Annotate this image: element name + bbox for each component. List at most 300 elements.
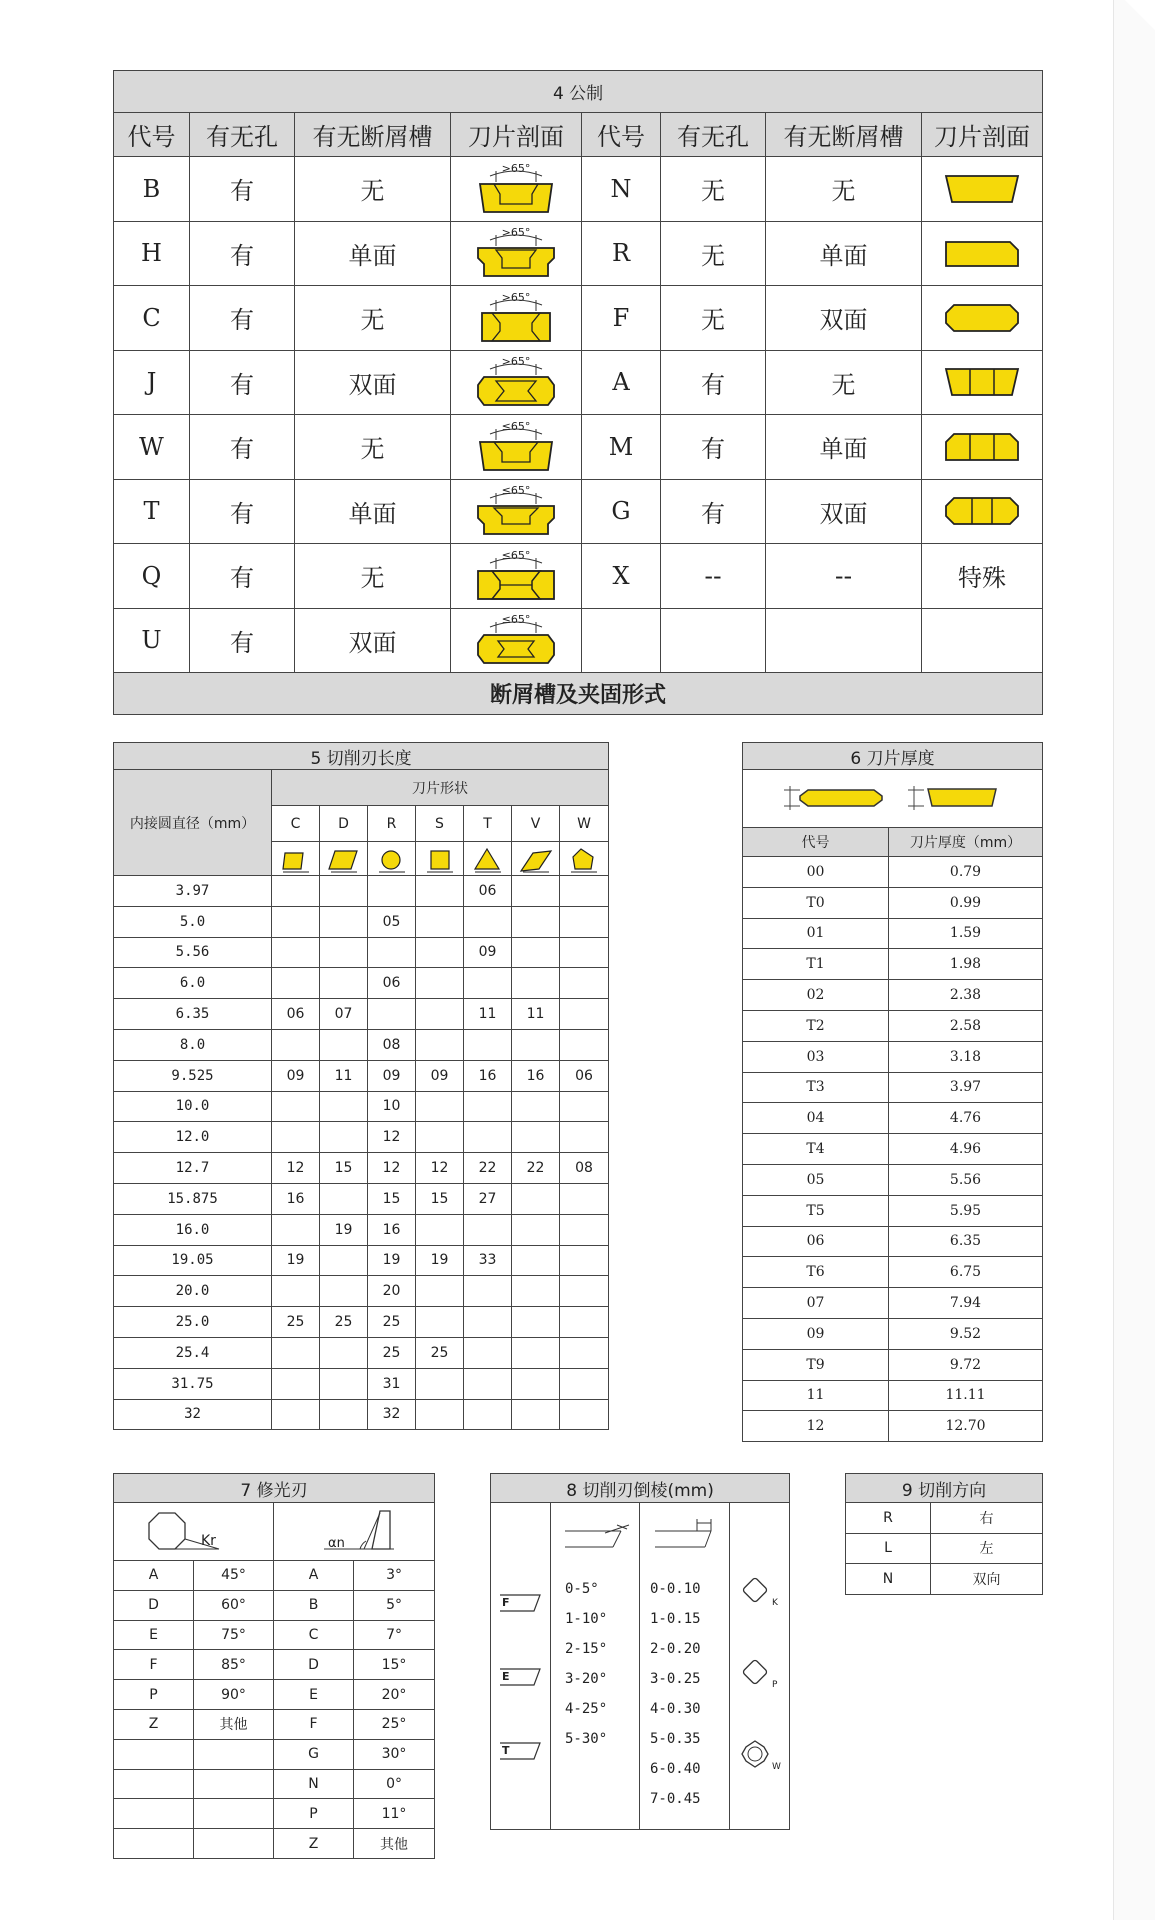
length-cell bbox=[320, 1399, 368, 1430]
length-cell: 33 bbox=[464, 1245, 512, 1276]
angle-cell: 20° bbox=[354, 1680, 435, 1710]
length-cell bbox=[464, 1399, 512, 1430]
angle-cell bbox=[194, 1769, 274, 1799]
length-cell: 09 bbox=[416, 1060, 464, 1091]
table-row bbox=[114, 1029, 609, 1060]
length-cell: 20 bbox=[368, 1276, 416, 1307]
thickness-code-cell: T3 bbox=[743, 1072, 889, 1103]
kr-diagram bbox=[114, 1503, 274, 1561]
length-cell bbox=[320, 1183, 368, 1214]
diameter-cell: 31.75 bbox=[114, 1368, 272, 1399]
table-row bbox=[743, 1226, 1043, 1257]
code-cell: Q bbox=[114, 544, 190, 609]
length-cell bbox=[560, 937, 609, 968]
length-cell bbox=[512, 876, 560, 907]
table-row bbox=[114, 1590, 435, 1620]
section-cell bbox=[451, 544, 582, 609]
length-cell bbox=[320, 906, 368, 937]
insert-profile-icon bbox=[940, 426, 1024, 468]
length-cell: 09 bbox=[464, 937, 512, 968]
thickness-code-cell: T6 bbox=[743, 1257, 889, 1288]
length-cell bbox=[560, 1368, 609, 1399]
hole-cell: 有 bbox=[661, 415, 766, 480]
hole-cell: 有 bbox=[661, 350, 766, 415]
length-cell bbox=[560, 1337, 609, 1368]
thickness-code-cell: 04 bbox=[743, 1103, 889, 1134]
length-cell bbox=[320, 1276, 368, 1307]
column-header: 有无断屑槽 bbox=[766, 113, 922, 157]
table-row bbox=[114, 1769, 435, 1799]
chamfer-types-column bbox=[491, 1503, 551, 1830]
thickness-value-cell: 4.96 bbox=[889, 1134, 1043, 1165]
table-row bbox=[114, 1561, 435, 1591]
table-row bbox=[743, 1380, 1043, 1411]
thickness-value-cell: 9.72 bbox=[889, 1349, 1043, 1380]
length-cell bbox=[272, 1368, 320, 1399]
shape-c-icon bbox=[279, 845, 313, 873]
hole-cell bbox=[661, 608, 766, 673]
shape-v-icon bbox=[519, 845, 553, 873]
length-cell: 16 bbox=[272, 1183, 320, 1214]
code-cell bbox=[114, 1829, 194, 1859]
direction-name-cell: 双向 bbox=[931, 1564, 1043, 1595]
length-cell: 19 bbox=[320, 1214, 368, 1245]
chamfer-angle-column bbox=[551, 1503, 640, 1830]
length-cell bbox=[416, 937, 464, 968]
table-row bbox=[114, 876, 609, 907]
hole-cell: 有 bbox=[190, 479, 295, 544]
length-cell: 16 bbox=[368, 1214, 416, 1245]
length-cell: 12 bbox=[272, 1153, 320, 1184]
code-header: 代号 bbox=[743, 828, 889, 857]
length-cell: 08 bbox=[560, 1153, 609, 1184]
angle-cell: 11° bbox=[354, 1799, 435, 1829]
table-row bbox=[114, 1709, 435, 1739]
length-cell: 06 bbox=[560, 1060, 609, 1091]
chamfer-width-item: 4-0.30 bbox=[650, 1701, 701, 1717]
thickness-value-cell: 2.38 bbox=[889, 980, 1043, 1011]
length-cell: 12 bbox=[416, 1153, 464, 1184]
table-row bbox=[114, 1091, 609, 1122]
table-row bbox=[846, 1503, 1043, 1534]
code-cell: F bbox=[114, 1650, 194, 1680]
thickness-code-cell: T2 bbox=[743, 1010, 889, 1041]
length-cell bbox=[272, 1122, 320, 1153]
chamfer-angle-item: 0-5° bbox=[565, 1581, 599, 1597]
code-cell: A bbox=[582, 350, 661, 415]
code-cell: D bbox=[114, 1590, 194, 1620]
thickness-code-cell: 09 bbox=[743, 1318, 889, 1349]
length-cell: 05 bbox=[368, 906, 416, 937]
thickness-value-cell: 1.98 bbox=[889, 949, 1043, 980]
corner-type-p bbox=[738, 1655, 782, 1699]
insert-profile-icon bbox=[940, 361, 1024, 403]
chipbreaker-cell: -- bbox=[766, 544, 922, 609]
chipbreaker-cell: 单面 bbox=[766, 221, 922, 286]
thickness-code-cell: 01 bbox=[743, 918, 889, 949]
thickness-diagram bbox=[743, 770, 1043, 828]
chipbreaker-cell: 双面 bbox=[766, 479, 922, 544]
thickness-code-cell: T5 bbox=[743, 1195, 889, 1226]
shape-r-icon bbox=[375, 845, 409, 873]
thickness-value-cell: 5.95 bbox=[889, 1195, 1043, 1226]
angle-cell: 15° bbox=[354, 1650, 435, 1680]
column-header: 代号 bbox=[582, 113, 661, 157]
table-row bbox=[743, 1041, 1043, 1072]
thickness-value-cell: 11.11 bbox=[889, 1380, 1043, 1411]
table-5-title: 5 切削刃长度 bbox=[114, 743, 609, 770]
length-cell bbox=[560, 1245, 609, 1276]
shape-c-icon bbox=[272, 842, 320, 876]
table-row bbox=[114, 1276, 609, 1307]
table-row bbox=[114, 286, 1043, 351]
shape-letter-w: W bbox=[560, 806, 609, 842]
chipbreaker-cell: 单面 bbox=[766, 415, 922, 480]
angle-diagram-icon bbox=[555, 1511, 635, 1561]
code-cell: X bbox=[582, 544, 661, 609]
hole-cell: 有 bbox=[190, 415, 295, 480]
chipbreaker-cell: 无 bbox=[295, 544, 451, 609]
thickness-code-cell: 06 bbox=[743, 1226, 889, 1257]
length-cell bbox=[464, 1337, 512, 1368]
table-6-insert-thickness bbox=[742, 742, 1043, 1442]
insert-profile-icon bbox=[940, 232, 1024, 274]
shape-v-icon bbox=[512, 842, 560, 876]
code-cell: F bbox=[274, 1709, 354, 1739]
diameter-cell: 6.0 bbox=[114, 968, 272, 999]
section-cell bbox=[451, 221, 582, 286]
table-row bbox=[743, 1103, 1043, 1134]
table-row bbox=[114, 1060, 609, 1091]
profile-cell bbox=[922, 415, 1043, 480]
insert-profile-icon bbox=[940, 168, 1024, 210]
direction-code-cell: L bbox=[846, 1533, 931, 1564]
table-row bbox=[114, 608, 1043, 673]
thickness-code-cell: 05 bbox=[743, 1164, 889, 1195]
length-cell bbox=[464, 1214, 512, 1245]
profile-cell bbox=[922, 286, 1043, 351]
column-header: 刀片剖面 bbox=[922, 113, 1043, 157]
an-label: αn bbox=[328, 1535, 345, 1551]
length-cell: 25 bbox=[416, 1337, 464, 1368]
chamfer-t-icon bbox=[498, 1739, 544, 1763]
angle-cell: 90° bbox=[194, 1680, 274, 1710]
length-cell bbox=[512, 1245, 560, 1276]
length-cell: 08 bbox=[368, 1029, 416, 1060]
inscribed-circle-header: 内接圆直径（mm） bbox=[114, 770, 272, 876]
shape-s-icon bbox=[416, 842, 464, 876]
hole-cell: 有 bbox=[661, 479, 766, 544]
length-cell: 11 bbox=[512, 999, 560, 1030]
width-diagram-icon bbox=[645, 1511, 725, 1561]
diameter-cell: 16.0 bbox=[114, 1214, 272, 1245]
table-row bbox=[743, 1349, 1043, 1380]
table-row bbox=[114, 1650, 435, 1680]
thickness-value-cell: 0.79 bbox=[889, 857, 1043, 888]
thickness-code-cell: 03 bbox=[743, 1041, 889, 1072]
table-row bbox=[114, 1245, 609, 1276]
code-cell bbox=[114, 1769, 194, 1799]
insert-profile-icon bbox=[940, 490, 1024, 532]
length-cell bbox=[560, 968, 609, 999]
diameter-cell: 20.0 bbox=[114, 1276, 272, 1307]
table-8-title: 8 切削刃倒棱(mm) bbox=[491, 1474, 790, 1503]
length-cell bbox=[416, 999, 464, 1030]
length-cell bbox=[512, 1091, 560, 1122]
length-cell: 06 bbox=[272, 999, 320, 1030]
table-row bbox=[743, 1411, 1043, 1442]
chamfer-width-item: 1-0.15 bbox=[650, 1611, 701, 1627]
length-cell bbox=[512, 1029, 560, 1060]
length-cell bbox=[416, 968, 464, 999]
code-cell: Z bbox=[114, 1709, 194, 1739]
length-cell: 25 bbox=[272, 1307, 320, 1338]
table-row bbox=[114, 221, 1043, 286]
octagon-kr-icon bbox=[139, 1505, 249, 1555]
table-row bbox=[114, 1799, 435, 1829]
thickness-code-cell: T4 bbox=[743, 1134, 889, 1165]
chamfer-type-t bbox=[498, 1739, 544, 1767]
code-cell bbox=[114, 1739, 194, 1769]
code-cell: J bbox=[114, 350, 190, 415]
length-cell bbox=[416, 1307, 464, 1338]
code-cell: P bbox=[114, 1680, 194, 1710]
table-row bbox=[114, 350, 1043, 415]
length-cell: 31 bbox=[368, 1368, 416, 1399]
length-cell bbox=[416, 906, 464, 937]
svg-text:F: F bbox=[501, 1596, 510, 1609]
profile-cell bbox=[922, 479, 1043, 544]
column-header: 有无断屑槽 bbox=[295, 113, 451, 157]
code-cell: N bbox=[274, 1769, 354, 1799]
table-row bbox=[114, 544, 1043, 609]
alpha-n-icon bbox=[294, 1505, 414, 1555]
chamfer-width-item: 0-0.10 bbox=[650, 1581, 701, 1597]
page-corner bbox=[1125, 0, 1155, 30]
angle-cell: 0° bbox=[354, 1769, 435, 1799]
thickness-code-cell: T1 bbox=[743, 949, 889, 980]
length-cell bbox=[560, 906, 609, 937]
table-row bbox=[114, 1214, 609, 1245]
length-cell: 25 bbox=[368, 1337, 416, 1368]
length-cell bbox=[416, 1399, 464, 1430]
thickness-value-cell: 7.94 bbox=[889, 1288, 1043, 1319]
table-row bbox=[114, 1337, 609, 1368]
thickness-code-cell: 12 bbox=[743, 1411, 889, 1442]
length-cell bbox=[272, 1399, 320, 1430]
shape-letter-t: T bbox=[464, 806, 512, 842]
length-cell: 16 bbox=[512, 1060, 560, 1091]
table-row bbox=[114, 906, 609, 937]
angle-label: ≤65° bbox=[501, 419, 531, 433]
direction-code-cell: N bbox=[846, 1564, 931, 1595]
code-cell: M bbox=[582, 415, 661, 480]
column-header: 代号 bbox=[114, 113, 190, 157]
table-row bbox=[846, 1533, 1043, 1564]
length-cell bbox=[416, 1122, 464, 1153]
table-row bbox=[114, 1183, 609, 1214]
table-row bbox=[114, 1620, 435, 1650]
section-cell bbox=[451, 479, 582, 544]
length-cell: 25 bbox=[368, 1307, 416, 1338]
code-cell: C bbox=[274, 1620, 354, 1650]
code-cell bbox=[582, 608, 661, 673]
length-cell bbox=[272, 906, 320, 937]
table-7-wiper-edge bbox=[113, 1473, 435, 1859]
shape-s-icon bbox=[423, 845, 457, 873]
hole-cell: 无 bbox=[661, 286, 766, 351]
diameter-cell: 32 bbox=[114, 1399, 272, 1430]
code-cell: D bbox=[274, 1650, 354, 1680]
svg-text:E: E bbox=[501, 1670, 510, 1683]
length-cell bbox=[416, 1029, 464, 1060]
angle-cell: 5° bbox=[354, 1590, 435, 1620]
chamfer-width-item: 3-0.25 bbox=[650, 1671, 701, 1687]
chamfer-f-icon bbox=[498, 1591, 544, 1615]
section-cell bbox=[451, 350, 582, 415]
code-cell: H bbox=[114, 221, 190, 286]
table-4-title: 4 公制 bbox=[114, 71, 1043, 113]
thickness-value-cell: 1.59 bbox=[889, 918, 1043, 949]
length-cell bbox=[512, 1214, 560, 1245]
angle-label: >65° bbox=[501, 226, 531, 240]
table-row bbox=[114, 999, 609, 1030]
chamfer-width-item: 2-0.20 bbox=[650, 1641, 701, 1657]
hole-cell: -- bbox=[661, 544, 766, 609]
section-cell bbox=[451, 157, 582, 222]
table-row bbox=[743, 1072, 1043, 1103]
insert-section-icon bbox=[468, 162, 564, 216]
table-row bbox=[114, 1122, 609, 1153]
length-cell bbox=[512, 1368, 560, 1399]
length-cell bbox=[272, 968, 320, 999]
table-row bbox=[743, 980, 1043, 1011]
length-cell bbox=[512, 937, 560, 968]
table-8-edge-chamfer bbox=[490, 1473, 790, 1830]
thickness-value-cell: 12.70 bbox=[889, 1411, 1043, 1442]
insert-section-icon bbox=[468, 420, 564, 474]
length-cell: 06 bbox=[464, 876, 512, 907]
corner-w-icon bbox=[738, 1737, 782, 1777]
chipbreaker-cell: 无 bbox=[295, 157, 451, 222]
length-cell bbox=[560, 876, 609, 907]
table-row bbox=[114, 479, 1043, 544]
hole-cell: 有 bbox=[190, 350, 295, 415]
length-cell: 19 bbox=[272, 1245, 320, 1276]
length-cell: 15 bbox=[368, 1183, 416, 1214]
length-cell: 16 bbox=[464, 1060, 512, 1091]
length-cell: 27 bbox=[464, 1183, 512, 1214]
angle-cell: 7° bbox=[354, 1620, 435, 1650]
shape-w-icon bbox=[567, 845, 601, 873]
length-cell bbox=[368, 937, 416, 968]
table-row bbox=[743, 857, 1043, 888]
angle-cell: 其他 bbox=[194, 1709, 274, 1739]
length-cell: 22 bbox=[464, 1153, 512, 1184]
length-cell bbox=[320, 876, 368, 907]
code-cell: A bbox=[274, 1561, 354, 1591]
table-row bbox=[114, 157, 1043, 222]
angle-cell: 75° bbox=[194, 1620, 274, 1650]
chamfer-angle-item: 4-25° bbox=[565, 1701, 608, 1717]
chamfer-width-column bbox=[640, 1503, 730, 1830]
length-cell bbox=[512, 1337, 560, 1368]
thickness-code-cell: 02 bbox=[743, 980, 889, 1011]
length-cell bbox=[464, 968, 512, 999]
hole-cell: 有 bbox=[190, 286, 295, 351]
table-row bbox=[114, 1739, 435, 1769]
length-cell bbox=[416, 1276, 464, 1307]
table-row bbox=[743, 1257, 1043, 1288]
length-cell bbox=[272, 1029, 320, 1060]
thickness-value-cell: 2.58 bbox=[889, 1010, 1043, 1041]
shape-letter-r: R bbox=[368, 806, 416, 842]
length-cell bbox=[560, 1399, 609, 1430]
code-cell: E bbox=[274, 1680, 354, 1710]
angle-label: ≤65° bbox=[501, 613, 531, 627]
chamfer-angle-item: 1-10° bbox=[565, 1611, 608, 1627]
code-cell: N bbox=[582, 157, 661, 222]
code-cell: C bbox=[114, 286, 190, 351]
angle-cell: 30° bbox=[354, 1739, 435, 1769]
table-row bbox=[743, 1195, 1043, 1226]
length-cell bbox=[272, 1337, 320, 1368]
table-6-title: 6 刀片厚度 bbox=[743, 743, 1043, 770]
length-cell bbox=[560, 1214, 609, 1245]
diameter-cell: 6.35 bbox=[114, 999, 272, 1030]
svg-text:T: T bbox=[501, 1744, 510, 1757]
table-row bbox=[743, 949, 1043, 980]
length-cell bbox=[320, 1029, 368, 1060]
length-cell: 15 bbox=[320, 1153, 368, 1184]
hole-cell: 无 bbox=[661, 157, 766, 222]
shape-r-icon bbox=[368, 842, 416, 876]
profile-cell bbox=[922, 157, 1043, 222]
code-cell: R bbox=[582, 221, 661, 286]
angle-label: ≤65° bbox=[501, 548, 531, 562]
code-cell: P bbox=[274, 1799, 354, 1829]
length-cell bbox=[368, 876, 416, 907]
insert-section-icon bbox=[468, 549, 564, 603]
length-cell bbox=[320, 1122, 368, 1153]
angle-label: >65° bbox=[501, 161, 531, 175]
chamfer-e-icon bbox=[498, 1665, 544, 1689]
length-cell: 32 bbox=[368, 1399, 416, 1430]
length-cell bbox=[416, 1214, 464, 1245]
length-cell bbox=[560, 1276, 609, 1307]
length-cell: 06 bbox=[368, 968, 416, 999]
insert-section-icon bbox=[468, 613, 564, 667]
thickness-code-cell: 11 bbox=[743, 1380, 889, 1411]
length-cell bbox=[560, 1122, 609, 1153]
table-9-title: 9 切削方向 bbox=[846, 1474, 1043, 1503]
code-cell: E bbox=[114, 1620, 194, 1650]
table-row bbox=[743, 1288, 1043, 1319]
svg-text:K: K bbox=[771, 1598, 778, 1608]
corner-type-w bbox=[738, 1737, 782, 1781]
an-diagram bbox=[274, 1503, 435, 1561]
angle-cell: 其他 bbox=[354, 1829, 435, 1859]
diameter-cell: 19.05 bbox=[114, 1245, 272, 1276]
chamfer-type-f bbox=[498, 1591, 544, 1619]
insert-shape-header: 刀片形状 bbox=[272, 770, 609, 806]
diameter-cell: 5.56 bbox=[114, 937, 272, 968]
length-cell: 11 bbox=[464, 999, 512, 1030]
length-cell bbox=[272, 1214, 320, 1245]
angle-label: ≤65° bbox=[501, 484, 531, 498]
table-4-footer: 断屑槽及夹固形式 bbox=[114, 673, 1043, 715]
diameter-cell: 12.0 bbox=[114, 1122, 272, 1153]
